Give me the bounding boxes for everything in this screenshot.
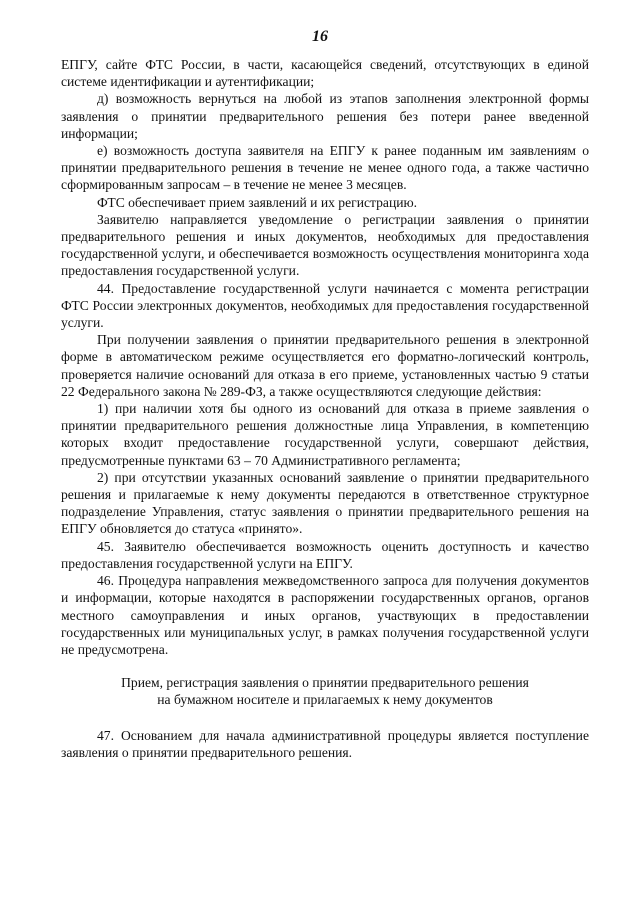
paragraph: ЕПГУ, сайте ФТС России, в части, касающейся сведений, отсутствующих в единой системе идентификации и аутентификации; — [61, 57, 589, 90]
document-body — [61, 56, 589, 761]
page-number: 16 — [312, 28, 328, 45]
paragraph: е) возможность доступа заявителя на ЕПГУ к ранее поданным им заявлениям о принятии предварительного решения в течение не менее одного года, а также частично сформированным запросам – в течение не менее 3 месяцев. — [61, 143, 589, 193]
paragraph: Заявителю направляется уведомление о регистрации заявления о принятии предварительного решения и иных документов, необходимых для предоставления государственной услуги, и обеспечивается возможность осуществления мониторинга хода предоставления государственной услуги. — [61, 211, 589, 279]
section-heading-line: на бумажном носителе и прилагаемых к нему документов — [157, 692, 493, 708]
section-heading — [61, 674, 589, 708]
paragraph: 47. Основанием для начала административной процедуры является поступление заявления о принятии предварительного решения. — [61, 727, 589, 760]
section-heading-line: Прием, регистрация заявления о принятии предварительного решения — [121, 675, 529, 691]
paragraph: 44. Предоставление государственной услуги начинается с момента регистрации ФТС России электронных документов, необходимых для предоставления государственной услуги. — [61, 280, 589, 331]
list-item: 1) при наличии хотя бы одного из оснований для отказа в приеме заявления о принятии предварительного решения должностные лица Управления, в компетенцию которых входит предоставление государственной услуги, совершают действия, предусмотренные пунктами 63 – 70 Административного регламента; — [61, 401, 589, 468]
paragraph: 45. Заявителю обеспечивается возможность оценить доступность и качество предоставления государственной услуги на ЕПГУ. — [61, 538, 589, 571]
paragraph: 46. Процедура направления межведомственного запроса для получения документов и информации, которые находятся в распоряжении государственных органов, органов местного самоуправления и иных органов, участвующих в предоставлении государственных или муниципальных услуг, в рамках получения государственной услуги не предусмотрена. — [61, 573, 589, 657]
paragraph: При получении заявления о принятии предварительного решения в электронной форме в автоматическом режиме осуществляется его форматно-логический контроль, проверяется наличие оснований для отказа в его приеме, установленных частью 9 статьи 22 Федерального закона № 289-ФЗ, а также осуществляются следующие действия: — [61, 332, 589, 399]
paragraph: д) возможность вернуться на любой из этапов заполнения электронной формы заявления о принятии предварительного решения без потери ранее введенной информации; — [61, 91, 589, 141]
paragraph: ФТС обеспечивает прием заявлений и их регистрацию. — [97, 194, 418, 210]
list-item: 2) при отсутствии указанных оснований заявление о принятии предварительного решения и прилагаемые к нему документы передаются в ответственное структурное подразделение Управления, статус заявления о принятии предварительного решения на ЕПГУ обновляется до статуса «принято». — [61, 469, 589, 537]
